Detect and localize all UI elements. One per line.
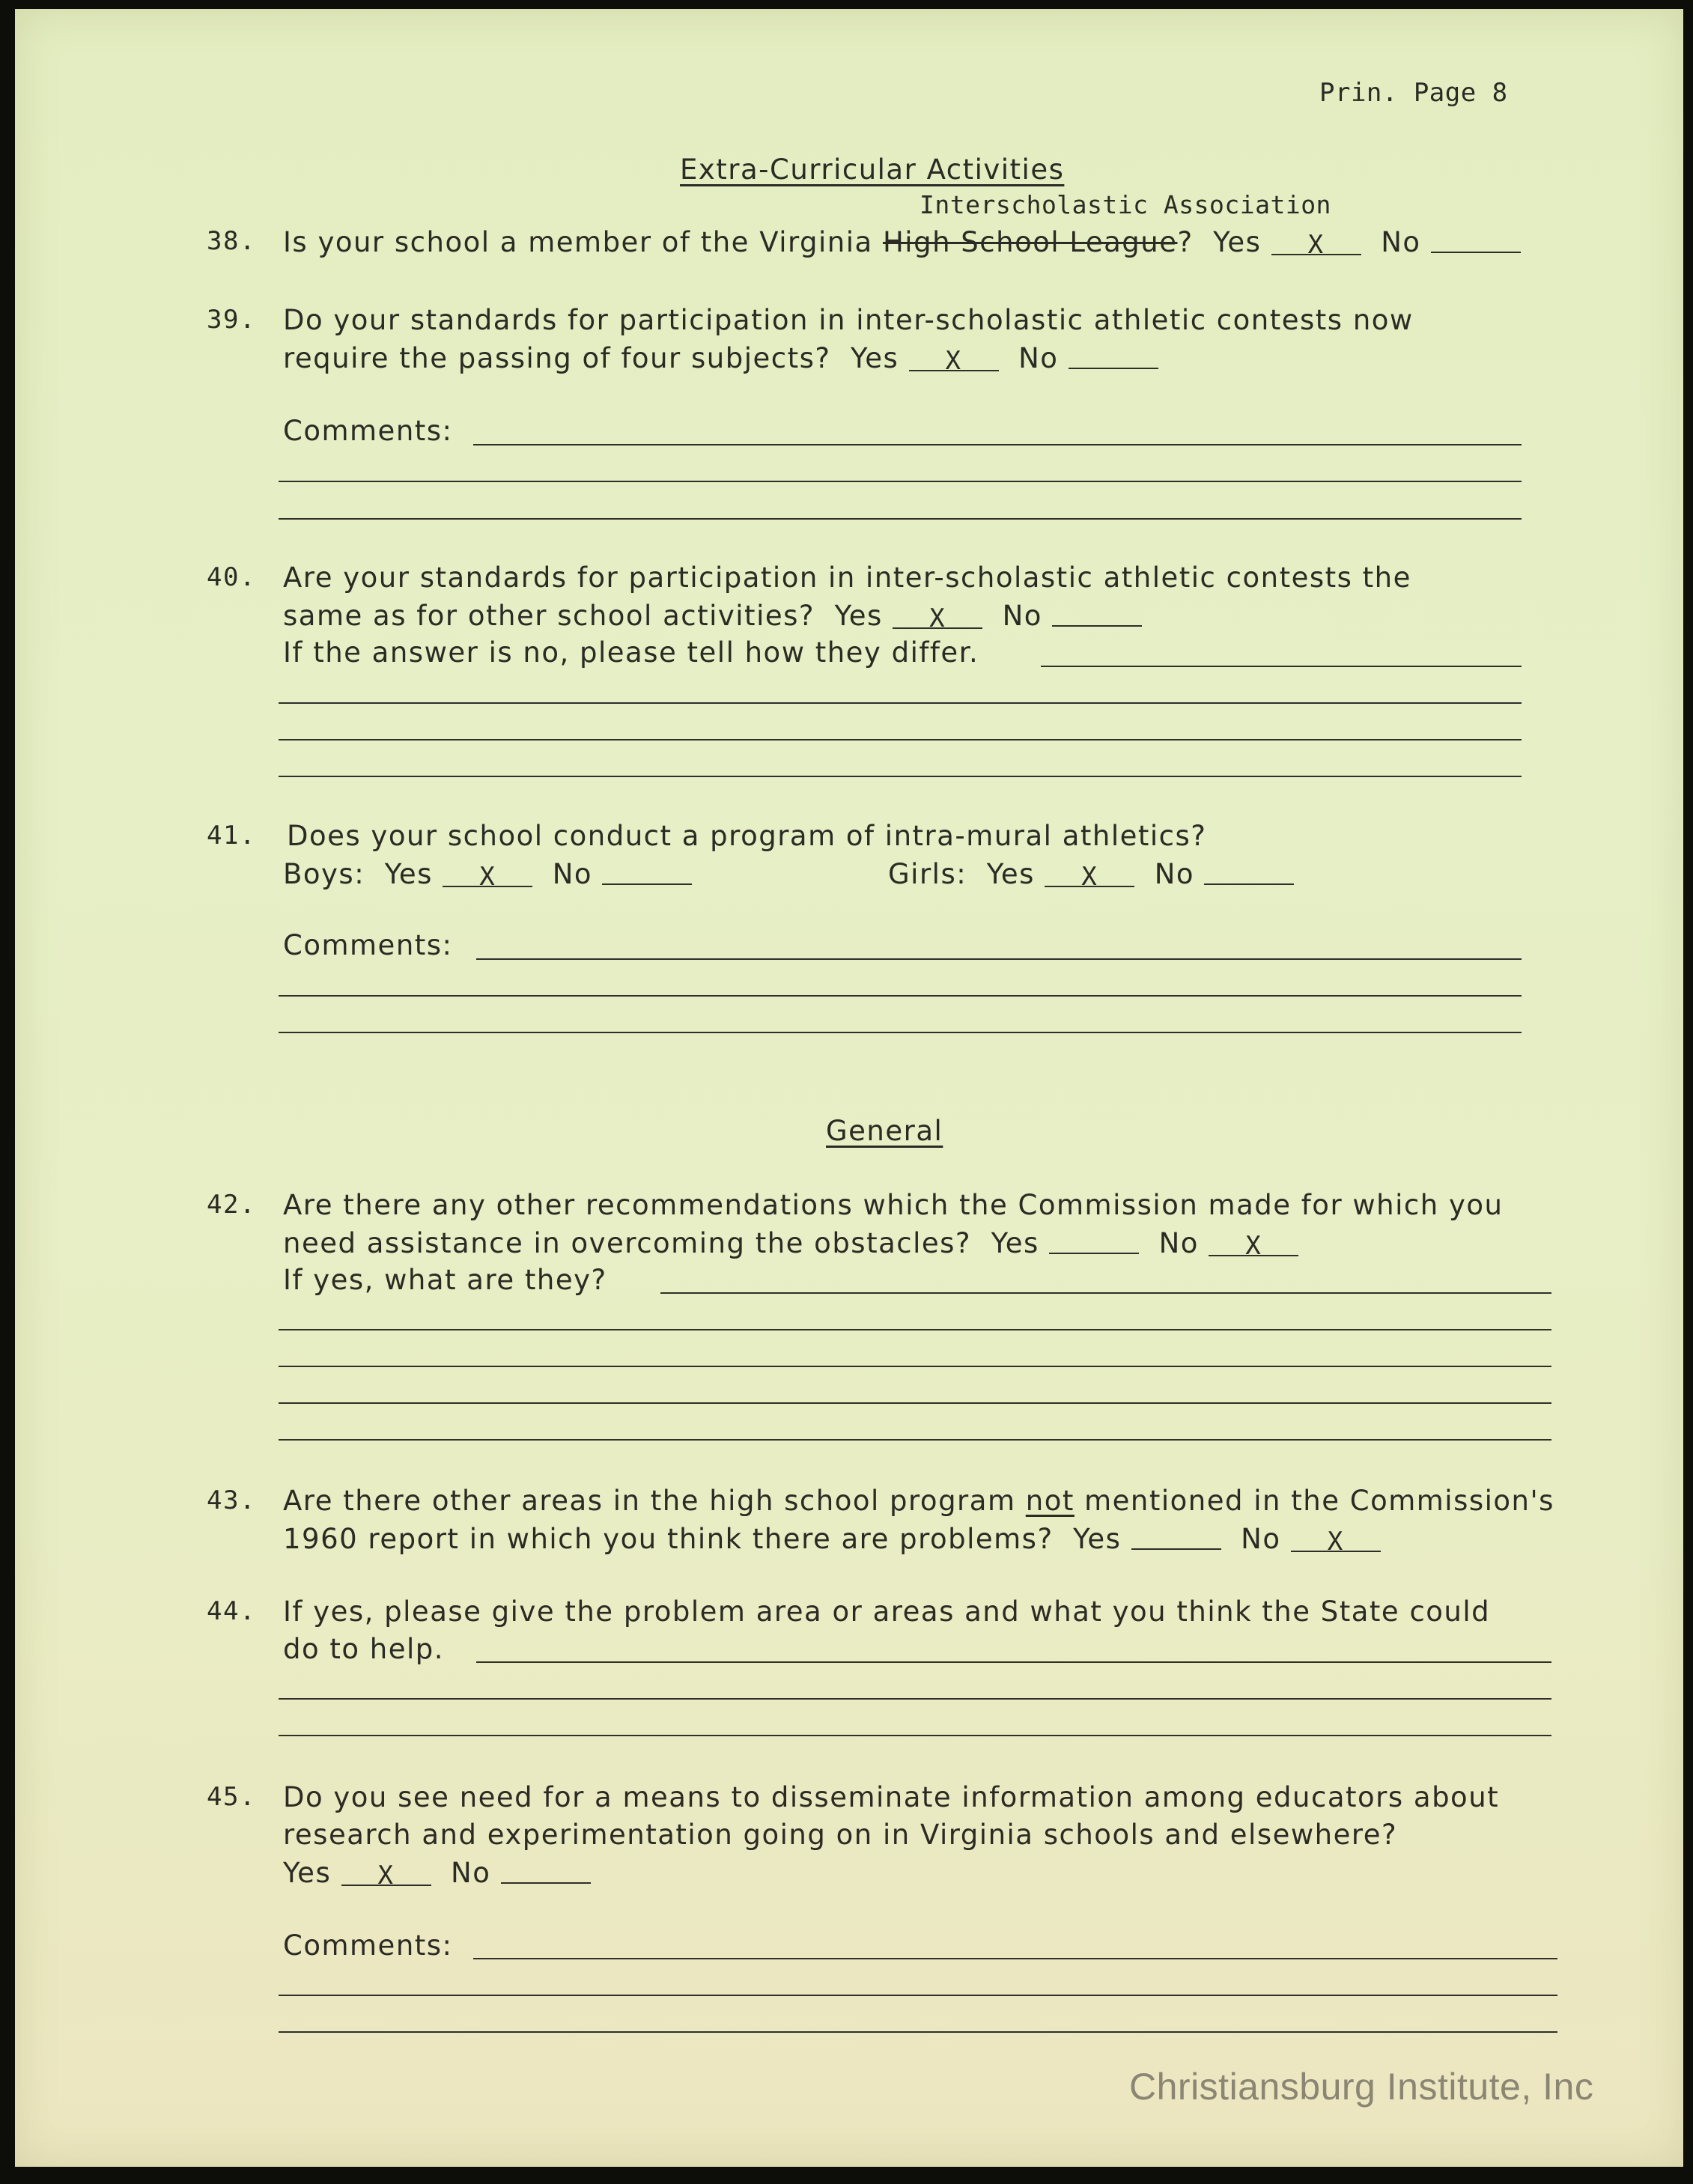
q41-boys-yes-label: Yes — [384, 858, 433, 890]
q38-no-label: No — [1381, 226, 1421, 258]
q42-answer-line[interactable] — [660, 1292, 1551, 1294]
q40-no-label: No — [1002, 600, 1042, 632]
q43-no-label: No — [1241, 1523, 1281, 1555]
watermark: Christiansburg Institute, Inc — [1129, 2066, 1594, 2108]
q45-line3 — [283, 1857, 591, 1891]
q38-yes-label: Yes — [1213, 226, 1262, 258]
q41-girls-yes-blank[interactable] — [1045, 862, 1134, 892]
q44-line2: do to help. — [283, 1633, 445, 1665]
q41-girls-label: Girls: — [888, 858, 967, 890]
q40-line3: If the answer is no, please tell how they differ. — [283, 636, 979, 669]
q38-text: Is your school a member of the Virginia — [283, 226, 873, 258]
q42-answer-line[interactable] — [279, 1366, 1551, 1367]
q44-number: 44. — [207, 1596, 256, 1626]
q41-boys-yes-blank[interactable] — [443, 862, 532, 892]
q39-comment-line[interactable] — [279, 518, 1522, 520]
q38-qmark: ? — [1177, 226, 1194, 258]
q44-answer-line[interactable] — [279, 1735, 1551, 1736]
q41-comment-line[interactable] — [279, 995, 1522, 997]
q43-not-emphasis: not — [1025, 1485, 1075, 1517]
q41-girls-no-blank[interactable] — [1204, 860, 1294, 885]
q38-question — [283, 226, 1521, 260]
q45-yes-mark: X — [377, 1861, 395, 1891]
q39-number: 39. — [207, 305, 256, 335]
q38-number: 38. — [207, 226, 256, 256]
q39-yes-mark: X — [945, 346, 962, 376]
q42-answer-line[interactable] — [279, 1402, 1551, 1404]
q42-yes-blank[interactable] — [1049, 1229, 1139, 1254]
q38-insert-text: Interscholastic Association — [920, 190, 1331, 219]
q39-comment-line[interactable] — [473, 444, 1522, 445]
q44-answer-line[interactable] — [279, 1698, 1551, 1700]
q43-line2-text: 1960 report in which you think there are problems? — [283, 1523, 1054, 1555]
q41-comment-line[interactable] — [279, 1032, 1522, 1033]
q41-comment-line[interactable] — [476, 958, 1522, 960]
q39-comment-line[interactable] — [279, 481, 1522, 482]
page-label: Prin. Page 8 — [1319, 78, 1508, 108]
q42-answer-line[interactable] — [279, 1439, 1551, 1441]
q41-girls-yes-label: Yes — [986, 858, 1035, 890]
q40-no-blank[interactable] — [1052, 601, 1142, 627]
q43-number: 43. — [207, 1485, 256, 1515]
q39-yes-label: Yes — [851, 342, 899, 374]
q45-number: 45. — [207, 1782, 256, 1812]
q42-no-label: No — [1158, 1227, 1199, 1259]
q43-line2 — [283, 1523, 1381, 1557]
q42-line1: Are there any other recommendations which the Commission made for which you — [283, 1189, 1504, 1221]
q38-no-blank[interactable] — [1431, 228, 1521, 253]
q42-number: 42. — [207, 1190, 256, 1220]
document-page — [15, 9, 1683, 2167]
q39-yes-blank[interactable] — [909, 346, 999, 376]
q41-number: 41. — [207, 821, 256, 851]
q42-no-blank[interactable] — [1209, 1231, 1298, 1261]
q39-no-label: No — [1018, 342, 1059, 374]
q42-line3: If yes, what are they? — [283, 1264, 607, 1296]
q41-boys — [283, 858, 692, 892]
q43-line1 — [283, 1487, 1554, 1515]
q43-yes-label: Yes — [1073, 1523, 1122, 1555]
q39-no-blank[interactable] — [1069, 344, 1158, 369]
q40-yes-blank[interactable] — [893, 603, 982, 633]
q41-boys-yes-mark: X — [479, 862, 496, 892]
q43-no-blank[interactable] — [1291, 1527, 1381, 1557]
q40-line1: Are your standards for participation in inter-scholastic athletic contests the — [283, 562, 1411, 594]
q43-line1-b: mentioned in the Commission's — [1084, 1485, 1554, 1517]
q45-no-blank[interactable] — [501, 1858, 591, 1884]
q41-girls — [888, 858, 1294, 892]
q45-line2: research and experimentation going on in Virginia schools and elsewhere? — [283, 1819, 1398, 1851]
q42-yes-label: Yes — [991, 1227, 1039, 1259]
q40-yes-label: Yes — [834, 600, 883, 632]
q43-no-mark: X — [1327, 1527, 1344, 1557]
q42-answer-line[interactable] — [279, 1329, 1551, 1330]
q43-line1-a: Are there other areas in the high school program — [283, 1485, 1016, 1517]
q41-girls-yes-mark: X — [1081, 862, 1098, 892]
q45-line1: Do you see need for a means to disseminate information among educators about — [283, 1781, 1500, 1813]
q40-answer-line[interactable] — [279, 776, 1522, 777]
q40-line2 — [283, 600, 1142, 633]
q41-girls-no-label: No — [1154, 858, 1195, 890]
q44-answer-line[interactable] — [476, 1661, 1551, 1663]
q42-line2-text: need assistance in overcoming the obstacles? — [283, 1227, 972, 1259]
q40-answer-line[interactable] — [1041, 666, 1522, 667]
q40-number: 40. — [207, 562, 256, 592]
q39-line2-text: require the passing of four subjects? — [283, 342, 831, 374]
q43-yes-blank[interactable] — [1131, 1524, 1221, 1550]
q41-boys-label: Boys: — [283, 858, 365, 890]
q45-no-label: No — [451, 1857, 491, 1889]
q42-line2 — [283, 1227, 1298, 1261]
q40-answer-line[interactable] — [279, 739, 1522, 740]
q39-comments-label: Comments: — [283, 415, 453, 447]
q45-comment-line[interactable] — [279, 2031, 1557, 2033]
q40-yes-mark: X — [929, 603, 946, 633]
q39-line1: Do your standards for participation in inter-scholastic athletic contests now — [283, 304, 1414, 336]
q41-line1: Does your school conduct a program of intra-mural athletics? — [287, 820, 1207, 852]
q39-line2 — [283, 342, 1158, 376]
q41-boys-no-label: No — [552, 858, 593, 890]
q45-comment-line[interactable] — [473, 1958, 1557, 1959]
section-title-general: General — [826, 1115, 943, 1147]
q41-comments-label: Comments: — [283, 929, 453, 961]
q40-answer-line[interactable] — [279, 702, 1522, 704]
q41-boys-no-blank[interactable] — [602, 860, 692, 885]
section-title-extracurricular: Extra-Curricular Activities — [680, 153, 1065, 186]
q38-struck-text: High School League — [882, 226, 1178, 258]
q45-yes-blank[interactable] — [341, 1861, 431, 1891]
q38-yes-mark: X — [1307, 230, 1325, 260]
q45-yes-label: Yes — [283, 1857, 332, 1889]
q45-comment-line[interactable] — [279, 1995, 1557, 1996]
q44-line1: If yes, please give the problem area or areas and what you think the State could — [283, 1596, 1491, 1628]
q42-no-mark: X — [1245, 1231, 1262, 1261]
q40-line2-text: same as for other school activities? — [283, 600, 815, 632]
q45-comments-label: Comments: — [283, 1929, 453, 1962]
q38-yes-blank[interactable] — [1271, 230, 1361, 260]
